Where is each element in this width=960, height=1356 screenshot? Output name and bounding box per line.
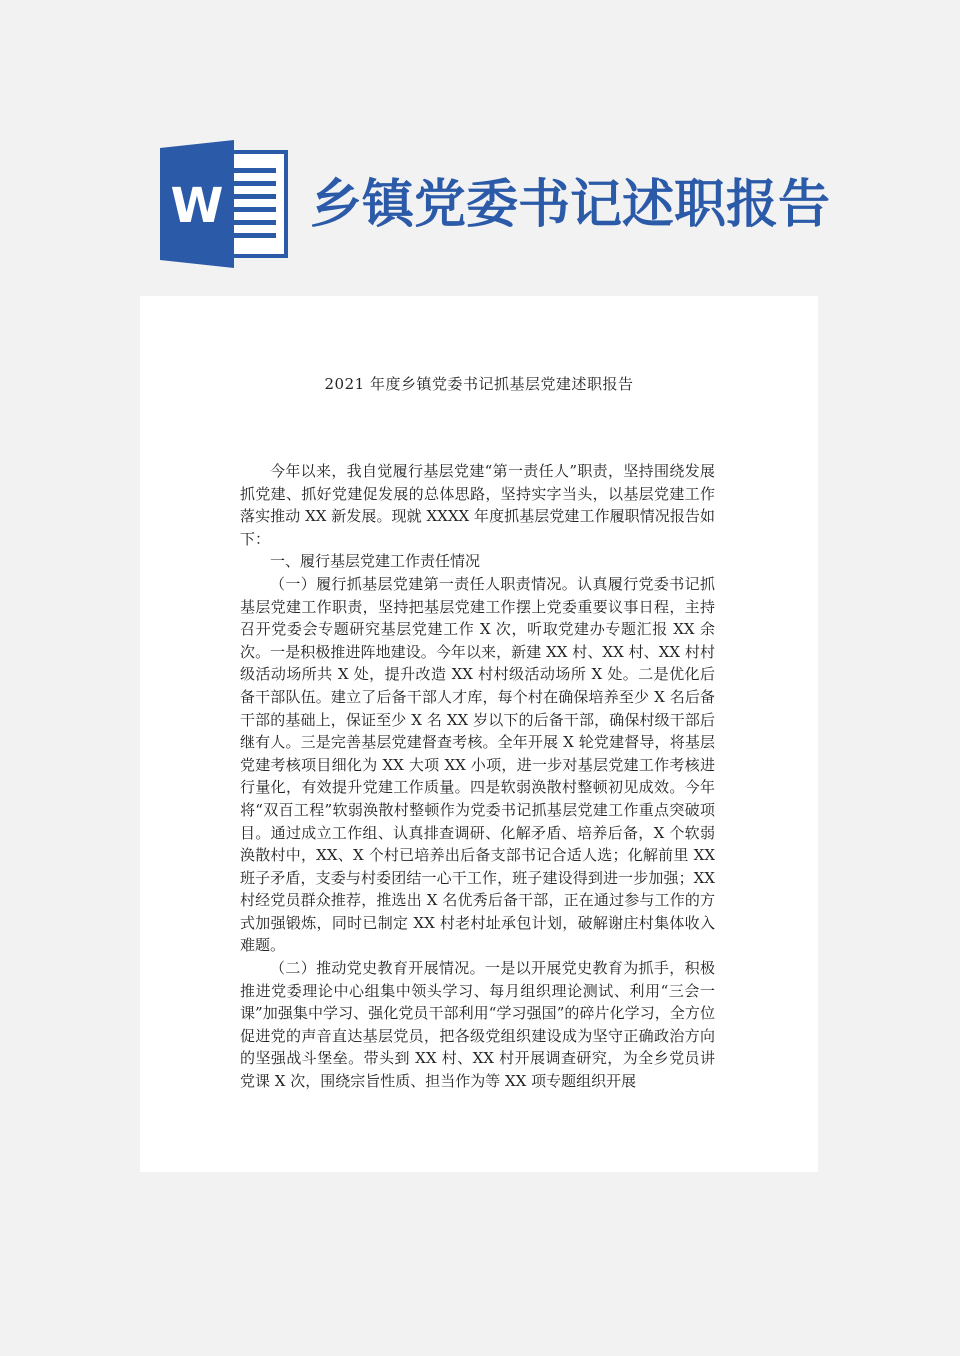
section-heading: 一、履行基层党建工作责任情况 xyxy=(270,552,481,571)
word-document-icon xyxy=(160,140,290,268)
document-body xyxy=(240,460,715,1093)
paragraph-intro: 今年以来，我自觉履行基层党建“第一责任人”职责，坚持围绕发展抓党建、抓好党建促发展的总体思路，坚持实字当头，以基层党建工作落实推动 XX 新发展。现就 XXXX 年度抓基层党建工作履职情况报告如下： xyxy=(240,462,715,548)
word-icon-letter: W xyxy=(170,178,224,234)
document-page xyxy=(140,296,818,1172)
document-title: 2021 年度乡镇党委书记抓基层党建述职报告 xyxy=(324,375,634,393)
banner xyxy=(160,140,831,270)
banner-title: 乡镇党委书记述职报告 xyxy=(310,175,831,235)
paragraph-education: （二）推动党史教育开展情况。一是以开展党史教育为抓手，积极推进党委理论中心组集中领头学习、每月组织理论测试、利用“三会一课”加强集中学习、强化党员干部利用“学习强国”的碎片化学习，全方位促进党的声音直达基层党员，把各级党组织建设成为坚守正确政治方向的坚强战斗堡垒。带头到 XX 村、XX 村开展调查研究，为全乡党员讲党课 X 次，围绕宗旨性质、担当作为等 XX 项专题组织开展 xyxy=(240,959,715,1091)
paragraph-duty: （一）履行抓基层党建第一责任人职责情况。认真履行党委书记抓基层党建工作职责，坚持把基层党建工作摆上党委重要议事日程，主持召开党委会专题研究基层党建工作 X 次，听取党建办专题汇报 XX 余次。一是积极推进阵地建设。今年以来，新建 XX 村、XX 村、XX 村村级活动场所共 X 处，提升改造 XX 村村级活动场所 X 处。二是优化后备干部队伍。建立了后备干部人才库，每个村在确保培养至少 X 名后备干部的基础上，保证至少 X 名 XX 岁以下的后备干部，确保村级干部后继有人。三是完善基层党建督查考核。全年开展 X 轮党建督导，将基层党建考核项目细化为 XX 大项 XX 小项，进一步对基层党建工作考核进行量化，有效提升党建工作质量。四是软弱涣散村整顿初见成效。今年将“双百工程”软弱涣散村整顿作为党委书记抓基层党建工作重点突破项目。通过成立工作组、认真排查调研、化解矛盾、培养后备，X 个软弱涣散村中，XX、X 个村已培养出后备支部书记合适人选；化解前里 XX 班子矛盾，支委与村委团结一心干工作，班子建设得到进一步加强；XX 村经党员群众推荐，推选出 X 名优秀后备干部，正在通过参与工作的方式加强锻炼，同时已制定 XX 村老村址承包计划，破解谢庄村集体收入难题。 xyxy=(240,574,715,955)
